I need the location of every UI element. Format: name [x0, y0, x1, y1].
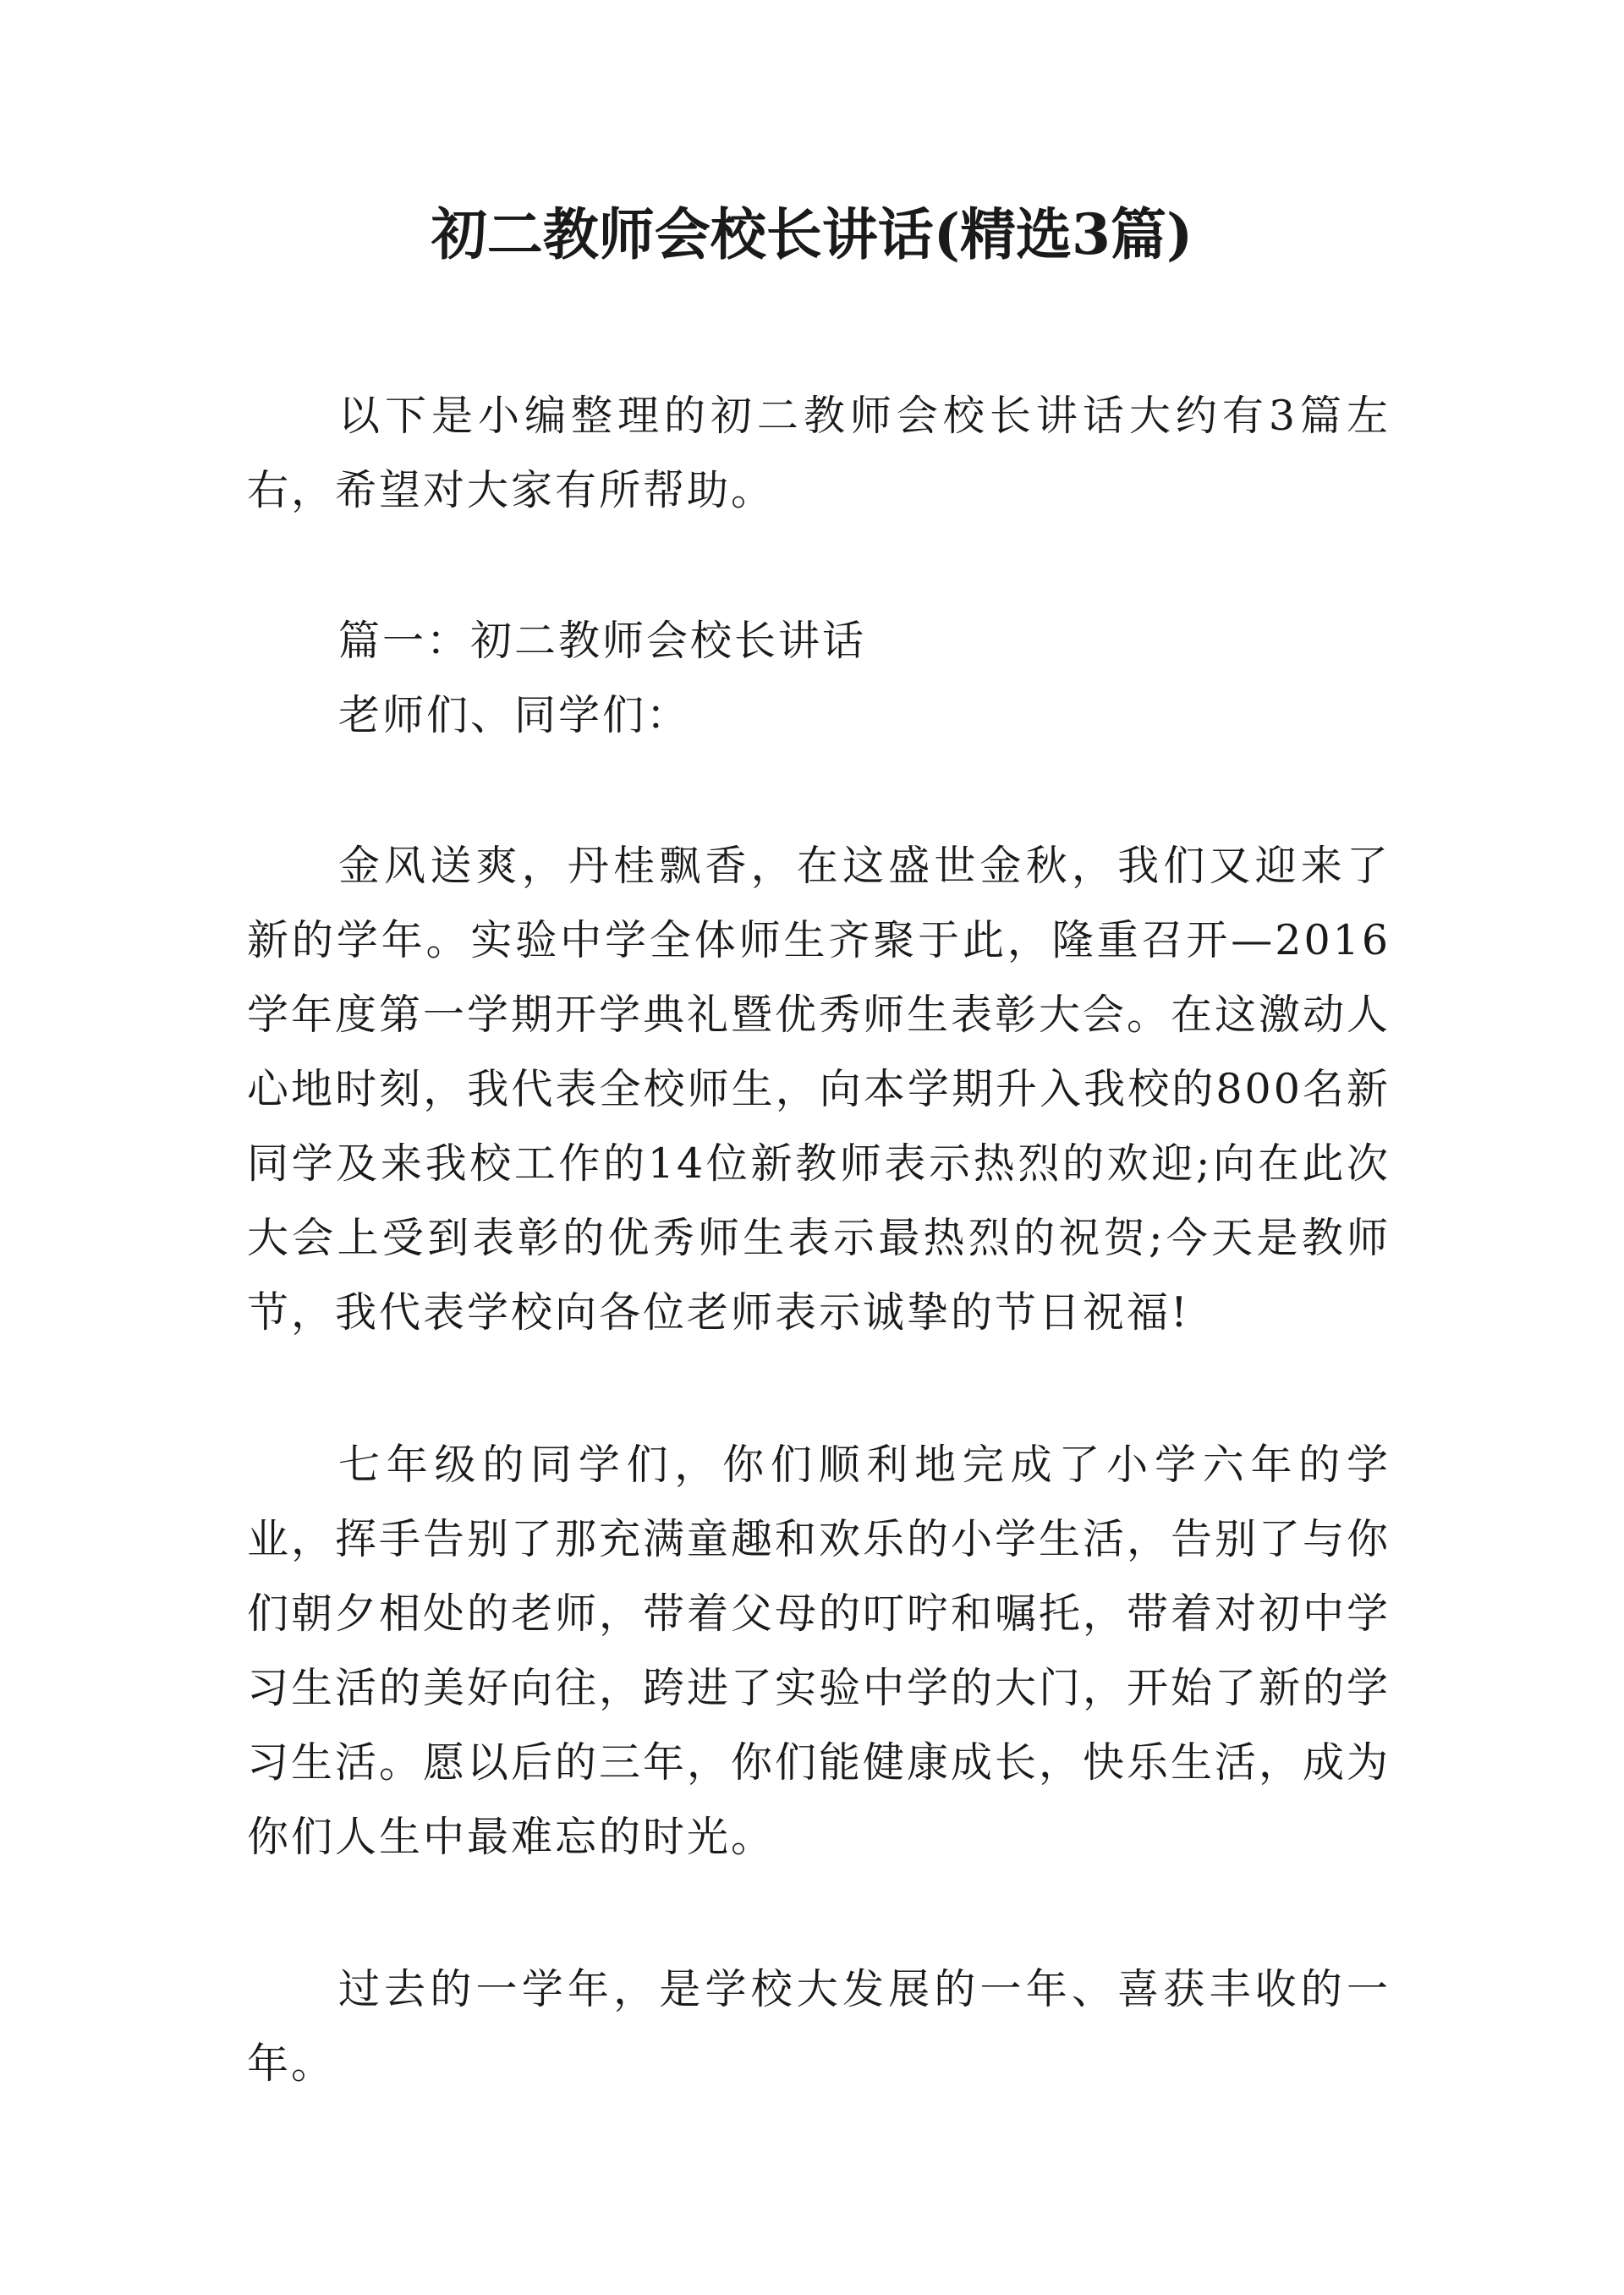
body-paragraph: 七年级的同学们，你们顺利地完成了小学六年的学业，挥手告别了那充满童趣和欢乐的小学生活，告别了与你们朝夕相处的老师，带着父母的叮咛和嘱托，带着对初中学习生活的美好向往，跨进了实验中学的大门，开始了新的学习生活。愿以后的三年，你们能健康成长，快乐生活，成为你们人生中最难忘的时光。: [247, 1441, 1391, 1861]
greeting-line: 老师们、同学们：: [338, 691, 691, 739]
section-label: 篇一：初二教师会校长讲话: [338, 617, 867, 665]
document-title: 初二教师会校长讲话(精选3篇): [431, 201, 1193, 267]
body-paragraph: 过去的一学年，是学校大发展的一年、喜获丰收的一年。: [247, 1965, 1391, 2088]
body-paragraph: 金风送爽，丹桂飘香，在这盛世金秋，我们又迎来了新的学年。实验中学全体师生齐聚于此，隆重召开—2016学年度第一学期开学典礼暨优秀师生表彰大会。在这激动人心地时刻，我代表全校师生，向本学期升入我校的800名新同学及来我校工作的14位新教师表示热烈的欢迎;向在此次大会上受到表彰的优秀师生表示最热烈的祝贺;今天是教师节，我代表学校向各位老师表示诚挚的节日祝福!: [247, 842, 1391, 1337]
intro-paragraph: 以下是小编整理的初二教师会校长讲话大约有3篇左右，希望对大家有所帮助。: [247, 392, 1391, 514]
